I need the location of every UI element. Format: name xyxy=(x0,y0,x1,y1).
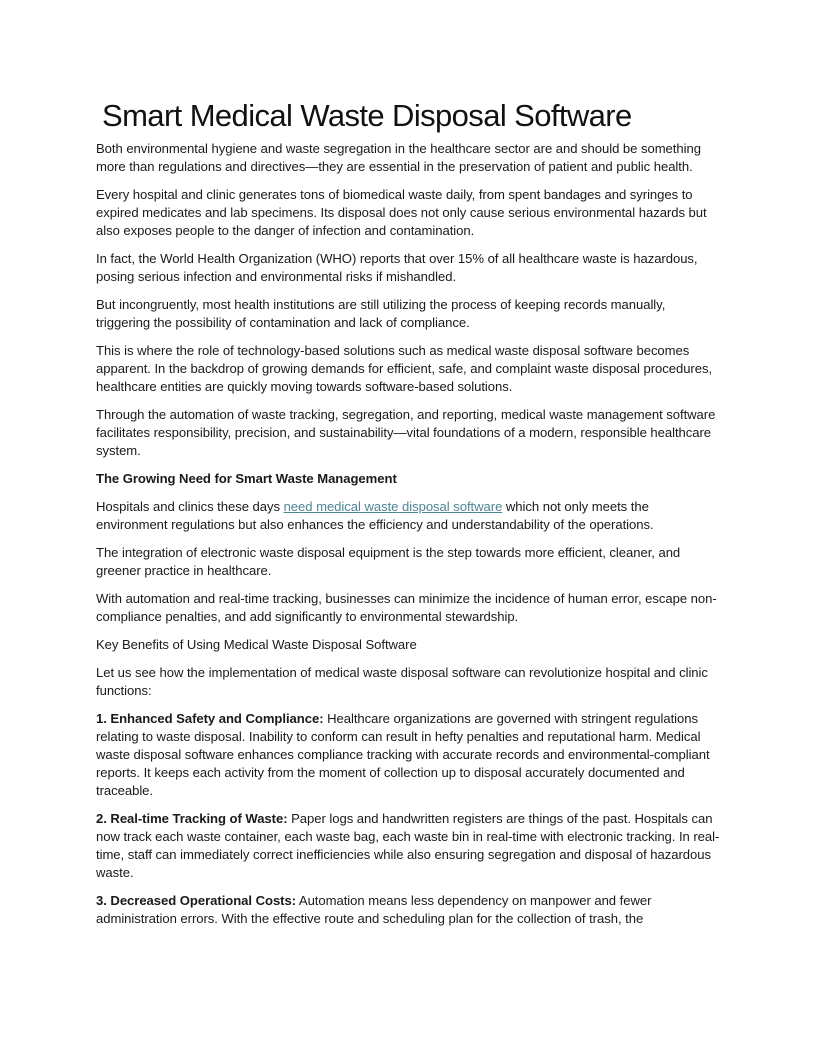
benefit-safety-compliance-label: 1. Enhanced Safety and Compliance: xyxy=(96,711,324,726)
benefit-real-time-tracking-label: 2. Real-time Tracking of Waste: xyxy=(96,811,288,826)
hospitals-need-paragraph xyxy=(96,498,720,534)
benefit-decreased-costs xyxy=(96,892,720,928)
revolutionize-paragraph: Let us see how the implementation of medical waste disposal software can revolutionize hospital and clinic functions: xyxy=(96,665,708,698)
document-title: Smart Medical Waste Disposal Software xyxy=(102,98,632,133)
automation-paragraph: Through the automation of waste tracking, segregation, and reporting, medical waste management software facilitates responsibility, precision, and sustainability—vital foundations of a modern, responsible healthcare system. xyxy=(96,407,716,458)
biomedical-waste-paragraph: Every hospital and clinic generates tons of biomedical waste daily, from spent bandages and syringes to expired medicates and lab specimens. Its disposal does not only cause serious environmental hazards but also exposes people to the danger of infection and contamination. xyxy=(96,187,707,238)
technology-solutions-paragraph: This is where the role of technology-based solutions such as medical waste disposal software becomes apparent. In the backdrop of growing demands for efficient, safe, and complaint waste disposal procedures, healthcare entities are quickly moving towards software-based solutions. xyxy=(96,343,713,394)
benefit-decreased-costs-text: Automation means less dependency on manpower and fewer administration errors. With the effective route and scheduling plan for the collection of trash, the xyxy=(96,893,652,926)
hospitals-need-text-end: which not only meets the environment regulations but also enhances the efficiency and understandability of the operations. xyxy=(96,499,654,532)
medical-waste-software-link[interactable]: need medical waste disposal software xyxy=(283,499,503,514)
section-heading-growing-need: The Growing Need for Smart Waste Management xyxy=(96,471,397,486)
document-page xyxy=(96,96,720,938)
section-heading-key-benefits: Key Benefits of Using Medical Waste Disposal Software xyxy=(96,637,417,652)
hospitals-need-text-start: Hospitals and clinics these days xyxy=(96,499,284,514)
intro-paragraph: Both environmental hygiene and waste segregation in the healthcare sector are and should be something more than regulations and directives—they are essential in the preservation of patient and public health. xyxy=(96,141,701,174)
benefit-real-time-tracking xyxy=(96,810,720,882)
manual-records-paragraph: But incongruently, most health institutions are still utilizing the process of keeping records manually, triggering the possibility of contamination and lack of compliance. xyxy=(96,297,666,330)
benefit-decreased-costs-label: 3. Decreased Operational Costs: xyxy=(96,893,297,908)
electronic-equipment-paragraph: The integration of electronic waste disposal equipment is the step towards more efficient, cleaner, and greener practice in healthcare. xyxy=(96,545,681,578)
who-statistic-paragraph: In fact, the World Health Organization (WHO) reports that over 15% of all healthcare waste is hazardous, posing serious infection and environmental risks if mishandled. xyxy=(96,251,698,284)
benefit-safety-compliance-text: Healthcare organizations are governed with stringent regulations relating to waste disposal. Inability to conform can result in hefty penalties and reputational harm. Medical waste disposal software enhances compliance tracking with accurate records and environmental-compliant reports. It keeps each activity from the moment of collection up to disposal accurately documented and traceable. xyxy=(96,711,710,798)
benefit-real-time-tracking-text: Paper logs and handwritten registers are things of the past. Hospitals can now track each waste container, each waste bag, each waste bin in real-time with electronic tracking. In real-time, staff can immediately correct inefficiencies while also ensuring segregation and disposal of hazardous waste. xyxy=(96,811,720,880)
benefit-safety-compliance xyxy=(96,710,720,800)
real-time-tracking-paragraph: With automation and real-time tracking, businesses can minimize the incidence of human error, escape non-compliance penalties, and add significantly to environmental stewardship. xyxy=(96,591,717,624)
